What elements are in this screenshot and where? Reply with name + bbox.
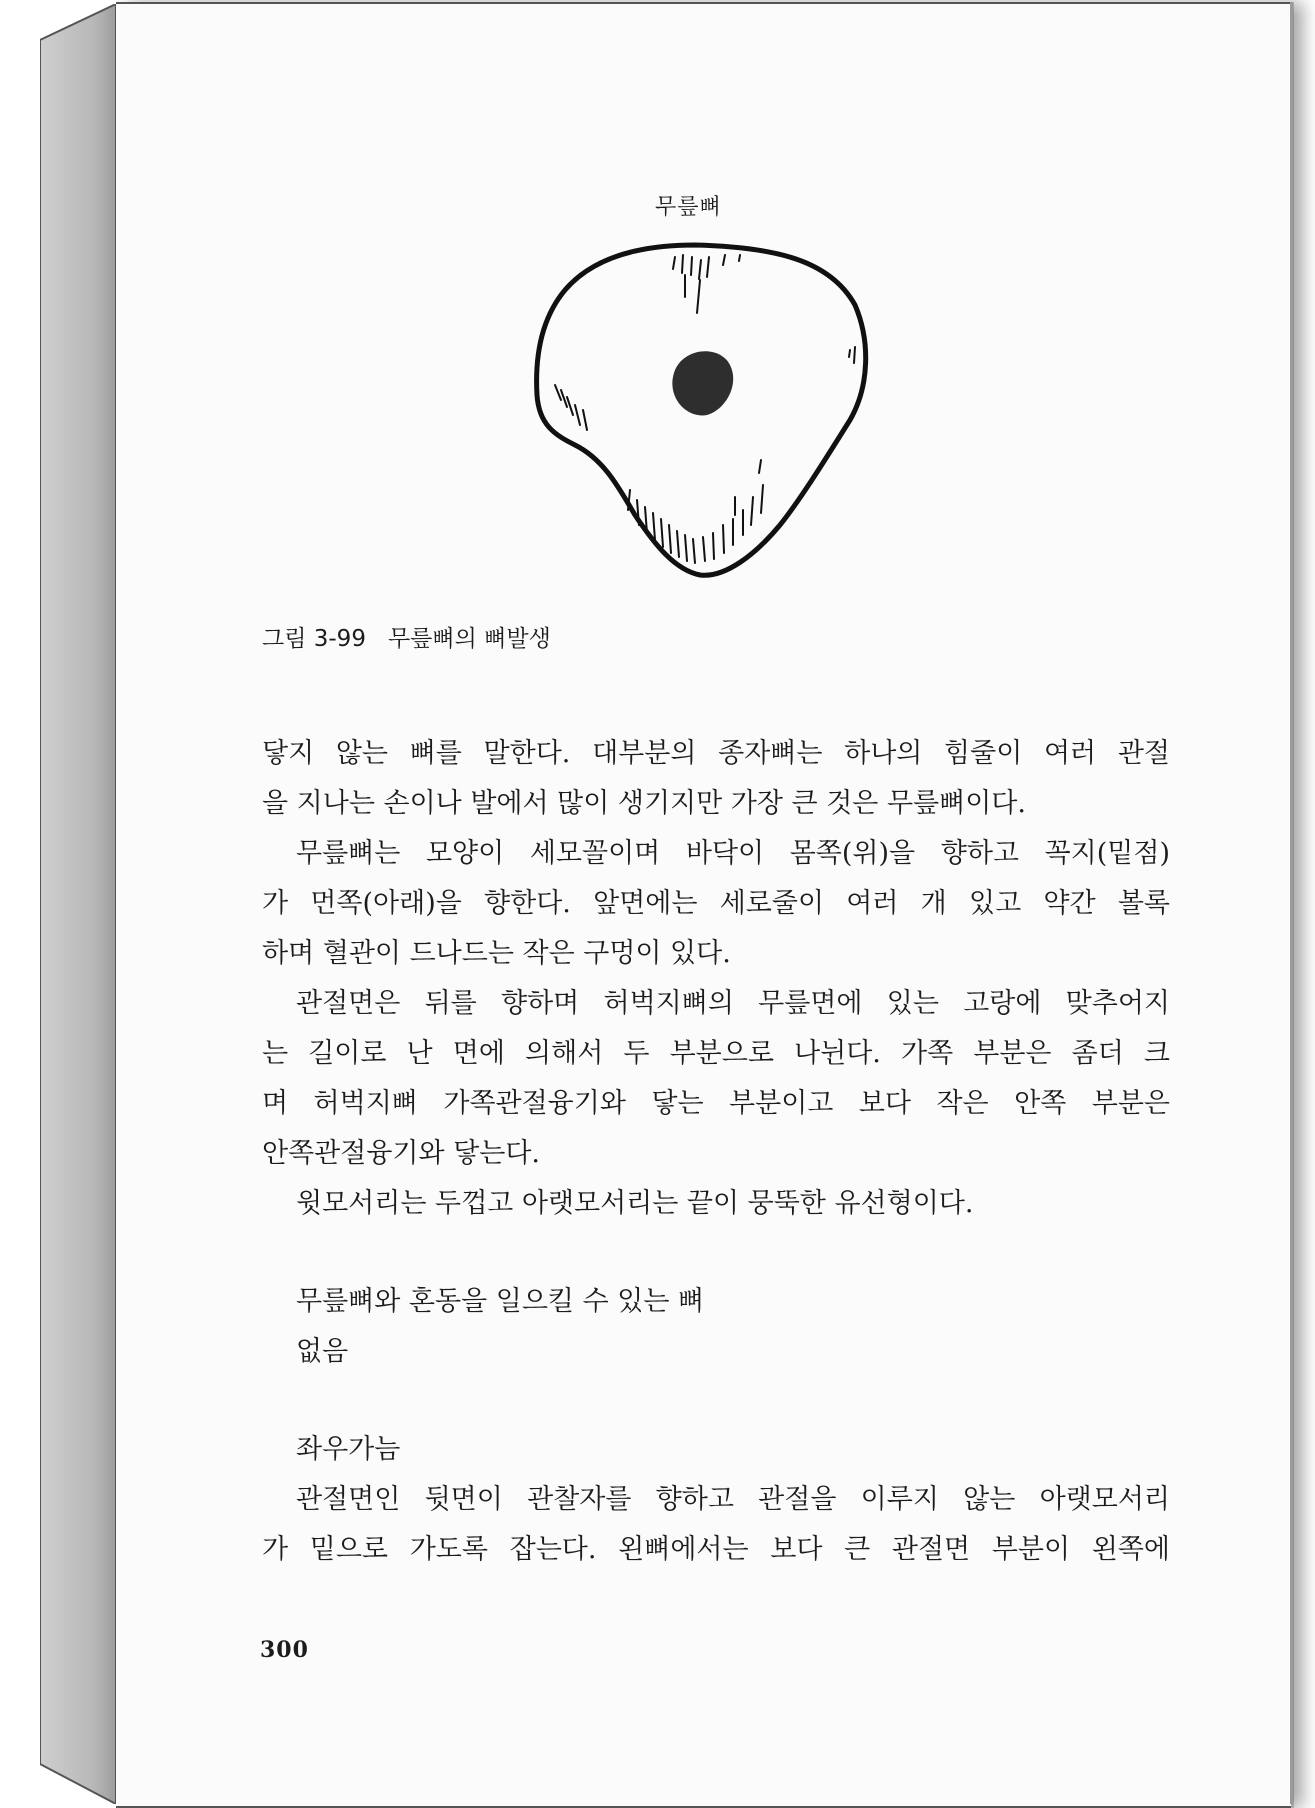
- page-number: 300: [260, 1637, 309, 1663]
- body-line-6: 관절면은 뒤를 향하며 허벅지뼈의 무릎면에 있는 고랑에 맞추어지: [296, 988, 1170, 1019]
- section-sides-line-2: 가 밑으로 가도록 잡는다. 왼뼈에서는 보다 큰 관절면 부분이 왼쪽에: [262, 1534, 1170, 1565]
- body-line-5: 하며 혈관이 드나드는 작은 구멍이 있다.: [262, 938, 731, 969]
- section-heading-sides: 좌우가늠: [296, 1434, 401, 1465]
- figure-caption-text: 무릎뼈의 뼈발생: [387, 626, 551, 652]
- book-side-edge: [40, 4, 116, 1804]
- section-sides-line-1: 관절면인 뒷면이 관찰자를 향하고 관절을 이루지 않는 아랫모서리: [296, 1484, 1170, 1515]
- body-line-1: 닿지 않는 뼈를 말한다. 대부분의 종자뼈는 하나의 힘줄이 여러 관절: [262, 738, 1170, 769]
- figure-caption: [262, 620, 551, 653]
- body-line-10: 윗모서리는 두껍고 아랫모서리는 끝이 뭉뚝한 유선형이다.: [296, 1188, 974, 1219]
- figure-label: 무릎뼈: [655, 195, 722, 220]
- body-line-2: 을 지나는 손이나 발에서 많이 생기지만 가장 큰 것은 무릎뼈이다.: [262, 788, 1026, 819]
- figure-caption-number: 그림 3-99: [262, 626, 366, 652]
- body-line-9: 안쪽관절융기와 닿는다.: [262, 1138, 540, 1169]
- section-text-confusion: 없음: [296, 1336, 349, 1367]
- body-line-8: 며 허벅지뼈 가쪽관절융기와 닿는 부분이고 보다 작은 안쪽 부분은: [262, 1088, 1170, 1119]
- section-heading-confusion: 무릎뼈와 혼동을 일으킬 수 있는 뼈: [296, 1286, 705, 1317]
- body-line-4: 가 먼쪽(아래)을 향한다. 앞면에는 세로줄이 여러 개 있고 약간 볼록: [262, 888, 1170, 919]
- patella-illustration: [525, 235, 875, 585]
- body-line-7: 는 길이로 난 면에 의해서 두 부분으로 나뉜다. 가쪽 부분은 좀더 크: [262, 1038, 1170, 1069]
- body-line-3: 무릎뼈는 모양이 세모꼴이며 바닥이 몸쪽(위)을 향하고 꼭지(밑점): [296, 838, 1170, 869]
- page-right-edge: [1290, 2, 1293, 1804]
